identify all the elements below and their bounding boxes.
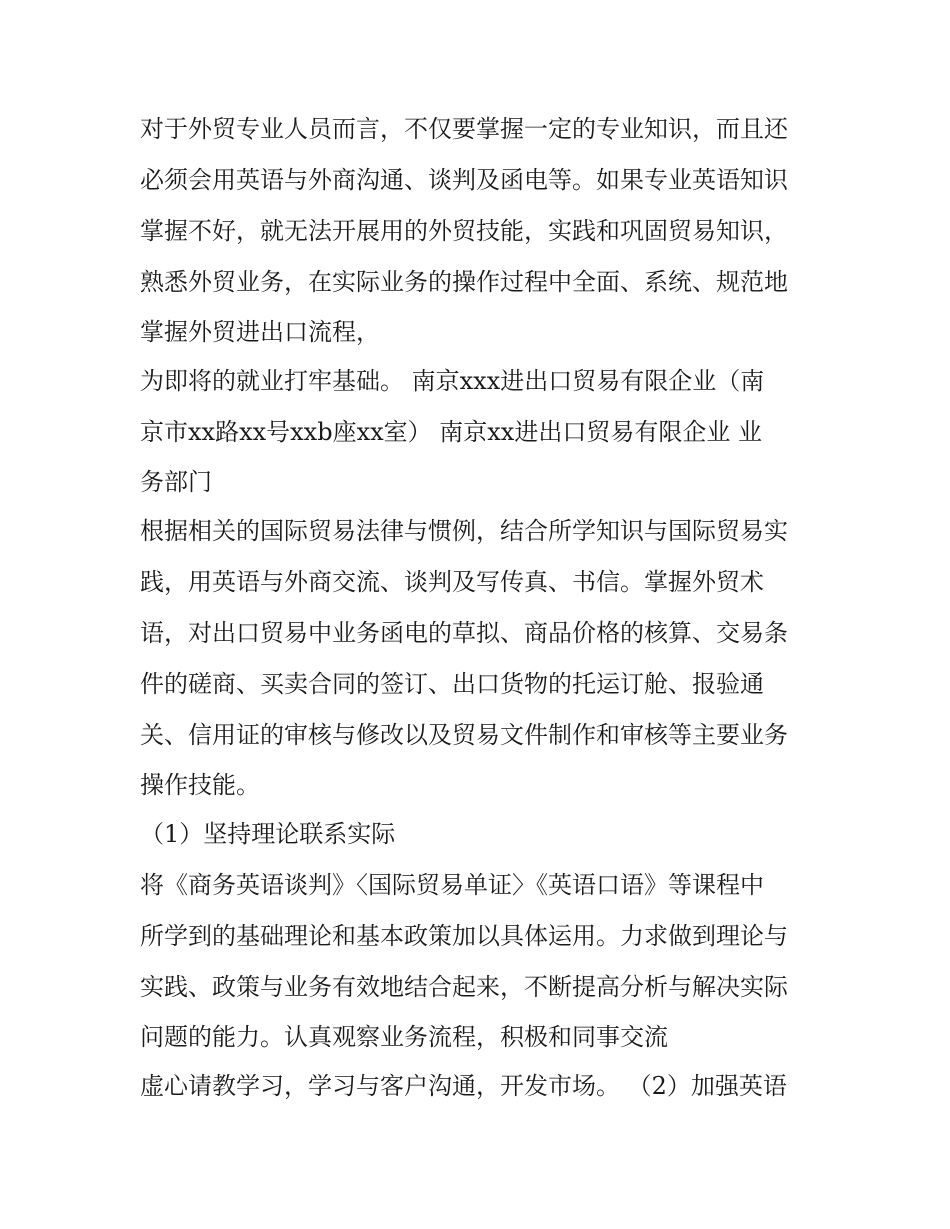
text-line: 根据相关的国际贸易法律与惯例，结合所学知识与国际贸易实: [140, 517, 788, 545]
text-line: 语，对出口贸易中业务函电的草拟、商品价格的核算、交易条: [140, 619, 788, 647]
text-line: 将《商务英语谈判》〈国际贸易单证〉《英语口语》等课程中: [140, 871, 764, 899]
text-line: 虚心请教学习，学习与客户沟通，开发市场。 （2）加强英语: [140, 1072, 787, 1100]
section-heading: （1）坚持理论联系实际: [140, 820, 396, 848]
text-line: 必须会用英语与外商沟通、谈判及函电等。如果专业英语知识: [140, 166, 788, 194]
text-line: 件的磋商、买卖合同的签订、出口货物的托运订舱、报验通: [140, 670, 764, 698]
text-line: 京市xx路xx号xxb座xx室） 南京xx进出口贸易有限企业 业: [140, 418, 762, 446]
body-text: [140, 104, 840, 1112]
text-line: 熟悉外贸业务，在实际业务的操作过程中全面、系统、规范地: [140, 268, 788, 296]
text-line: 为即将的就业打牢基础。 南京xxx进出口贸易有限企业（南: [140, 367, 765, 395]
text-line: 务部门: [140, 468, 212, 496]
text-line: 实践、政策与业务有效地结合起来，不断提高分析与解决实际: [140, 973, 788, 1001]
text-line: 操作技能。: [140, 771, 260, 799]
text-line: 掌握外贸进出口流程，: [140, 318, 380, 346]
text-line: 所学到的基础理论和基本政策加以具体运用。力求做到理论与: [140, 922, 788, 950]
text-line: 掌握不好，就无法开展用的外贸技能，实践和巩固贸易知识，: [140, 217, 788, 245]
text-line: 对于外贸专业人员而言，不仅要掌握一定的专业知识，而且还: [140, 115, 788, 143]
text-line: 问题的能力。认真观察业务流程，积极和同事交流: [140, 1023, 668, 1051]
text-line: 关、信用证的审核与修改以及贸易文件制作和审核等主要业务: [140, 721, 788, 749]
text-line: 践，用英语与外商交流、谈判及写传真、书信。掌握外贸术: [140, 568, 764, 596]
